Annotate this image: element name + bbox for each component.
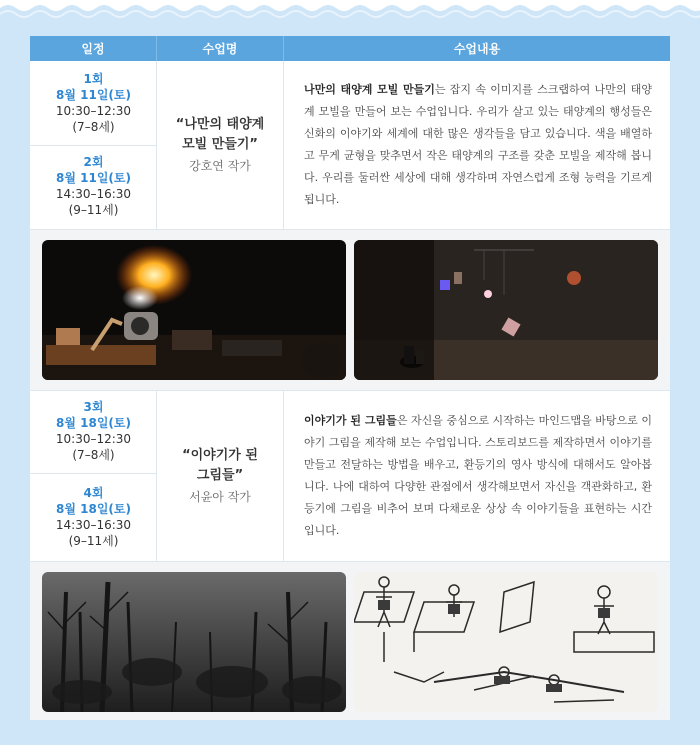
- slot-1: [30, 71, 157, 135]
- slot-4: [30, 485, 157, 549]
- header-schedule: 일정: [30, 36, 157, 61]
- slot-2: [30, 154, 157, 218]
- slot-round: 1회: [83, 72, 104, 86]
- class-author: 서윤아 작가: [189, 490, 251, 504]
- slot-3: [30, 399, 157, 463]
- content-bold-title: 이야기가 된 그림들: [304, 414, 397, 427]
- photo-fire-installation: [42, 240, 346, 380]
- class-title-line1: “나만의 태양계: [175, 117, 265, 132]
- slot-time: 14:30–16:30: [55, 187, 132, 201]
- slot-age: (7–8세): [72, 448, 115, 462]
- slot-date: 8월 11일(토): [56, 88, 131, 102]
- class-author: 강호연 작가: [189, 159, 251, 173]
- slot-date: 8월 18일(토): [56, 502, 131, 516]
- session-1-photos: [30, 230, 670, 390]
- class-title-line1: “이야기가 된: [182, 448, 258, 463]
- class-title-line2: 모빌 만들기”: [182, 137, 258, 152]
- slot-divider: [30, 145, 157, 146]
- slot-round: 3회: [83, 400, 104, 414]
- content-description: [304, 410, 652, 542]
- session-1-class: [157, 61, 284, 229]
- slot-age: (9–11세): [68, 203, 119, 217]
- slot-time: 10:30–12:30: [55, 432, 132, 446]
- session-2-class: [157, 391, 284, 561]
- session-2-schedule: [30, 391, 157, 561]
- wave-border-decoration: [0, 0, 700, 22]
- slot-divider: [30, 473, 157, 474]
- session-2-row: [30, 391, 670, 561]
- slot-age: (9–11세): [68, 534, 119, 548]
- class-title-line2: 그림들”: [196, 468, 244, 483]
- slot-date: 8월 11일(토): [56, 171, 131, 185]
- photo-forest-drawing: [42, 572, 346, 712]
- content-bold-title: 나만의 태양계 모빌 만들기: [304, 83, 435, 96]
- session-1-row: [30, 61, 670, 229]
- content-description: [304, 79, 652, 211]
- slot-round: 4회: [83, 486, 104, 500]
- slot-age: (7–8세): [72, 120, 115, 134]
- slot-date: 8월 18일(토): [56, 416, 131, 430]
- slot-round: 2회: [83, 155, 104, 169]
- session-2-photos: [30, 562, 670, 720]
- content-body: 은 자신을 중심으로 시작하는 마인드맵을 바탕으로 이야기 그림을 제작해 보는 수업입니다. 스토리보드를 제작하면서 이야기를 만들고 전달하는 방법을 배우고, 환등기의 영사 방식에 대해서도 알아봅니다. 나에 대하여 다양한 관점에서 생각해보면서 자신을 객관화하고, 환등기에 그림을 비추어 보며 다채로운 상상 속 이야기들을 표현하는 시간입니다.: [304, 414, 652, 537]
- photo-divers-drawing: [354, 572, 658, 712]
- session-2-content: [284, 391, 670, 561]
- schedule-table-card: [30, 36, 670, 720]
- photo-mobile-installation: [354, 240, 658, 380]
- table-header: [30, 36, 670, 61]
- slot-time: 10:30–12:30: [55, 104, 132, 118]
- slot-time: 14:30–16:30: [55, 518, 132, 532]
- header-class-name: 수업명: [157, 36, 284, 61]
- header-content: 수업내용: [453, 42, 501, 56]
- session-1-content: [284, 61, 670, 229]
- content-body: 는 잡지 속 이미지를 스크랩하여 나만의 태양계 모빌을 만들어 보는 수업입니다. 우리가 살고 있는 태양계의 행성들은 신화의 이야기와 세계에 대한 많은 생각들을 담고 있습니다. 색을 배열하고 무게 균형을 맞추면서 작은 태양계의 구조를 갖춘 모빌을 제작해 봅니다. 우리를 둘러싼 세상에 대해 생각하며 자연스럽게 조형 능력을 기르게 됩니다.: [304, 83, 653, 206]
- session-1-schedule: [30, 61, 157, 229]
